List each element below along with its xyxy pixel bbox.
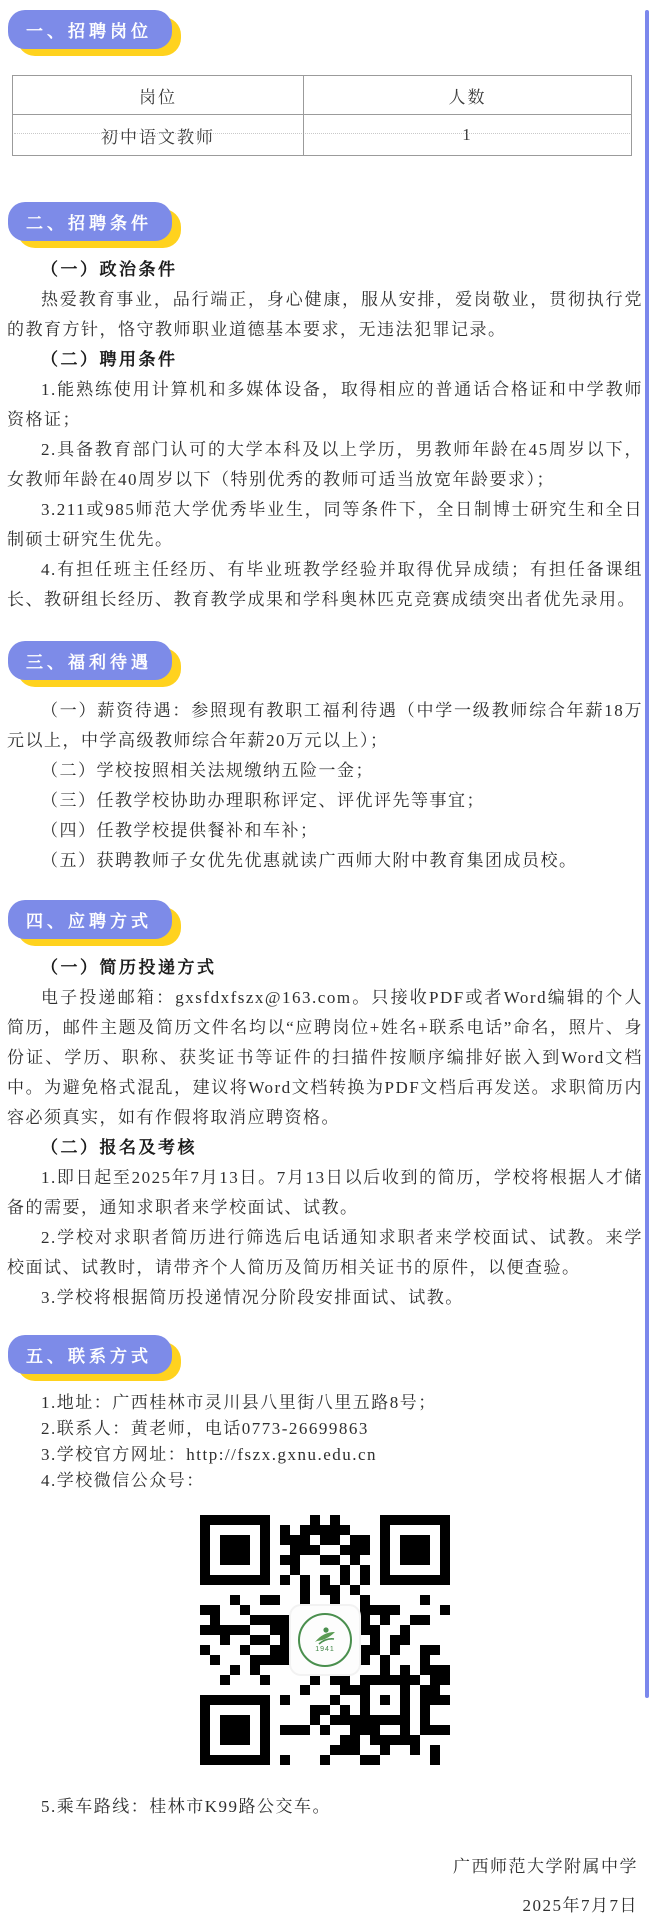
wechat-qr-code [195,1510,455,1770]
requirement-item: 3.211或985师范大学优秀毕业生，同等条件下，全日制博士研究生和全日制硕士研究生优先。 [7,500,643,549]
col-header-headcount: 人数 [303,76,631,115]
qr-center-logo [291,1606,359,1674]
school-emblem-icon [298,1613,352,1667]
scrollbar-thumb[interactable] [645,10,649,1698]
paragraph-resume-email: 电子投递邮箱：gxsfdxfszx@163.com。只接收PDF或者Word编辑的个人简历，邮件主题及简历文件名均以“应聘岗位+姓名+联系电话”命名，照片、身份证、学历、职称、获奖证书等证件的扫描件按顺序编排好嵌入到Word文档中。为避免格式混乱，建议将Word文档转换为PDF文档后再发送。求职简历内容必须真实，如有作假将取消应聘资格。 [7,988,644,1127]
table-header-row [13,76,632,115]
contact-person-phone: 2.联系人：黄老师，电话0773-26699863 [41,1419,369,1438]
section-badge-benefits [8,641,172,680]
badge-label: 五、联系方式 [8,1335,172,1374]
section-badge-application [8,900,172,939]
badge-label: 一、招聘岗位 [8,10,172,49]
paragraph-political-conditions: 热爱教育事业，品行端正，身心健康，服从安排，爱岗敬业，贯彻执行党的教育方针，恪守教师职业道德基本要求，无违法犯罪记录。 [7,290,643,339]
subsection-title-political: （一）政治条件 [41,260,178,279]
cell-headcount: 1 [303,115,631,156]
subsection-title-employment: （二）聘用条件 [41,350,178,369]
emblem-figure-icon [311,1626,339,1646]
positions-table [12,75,632,156]
application-step: 2.学校对求职者简历进行筛选后电话通知求职者来学校面试、试教。来学校面试、试教时，请带齐个人简历及简历相关证书的原件，以便查验。 [7,1228,643,1277]
section-2-content [0,255,650,615]
signature-block [0,1852,650,1916]
section-1-header-row [0,10,650,49]
badge-label: 二、招聘条件 [8,202,172,241]
requirement-item: 4.有担任班主任经历、有毕业班教学经验并取得优异成绩；有担任备课组长、教研组长经历、教育教学成果和学科奥林匹克竞赛成绩突出者优先录用。 [7,560,643,609]
section-5-header-row [0,1335,650,1374]
application-step: 3.学校将根据简历投递情况分阶段安排面试、试教。 [41,1288,464,1307]
section-3-content [0,696,650,876]
section-5-content [0,1390,650,1494]
badge-label: 四、应聘方式 [8,900,172,939]
table-row [13,115,632,156]
bus-route-row [0,1792,650,1822]
subsection-title-registration: （二）报名及考核 [41,1138,197,1157]
contact-address: 1.地址：广西桂林市灵川县八里街八里五路8号； [41,1393,437,1412]
section-2-header-row [0,202,650,241]
requirement-item: 1.能熟练使用计算机和多媒体设备，取得相应的普通话合格证和中学教师资格证； [7,380,643,429]
badge-label: 三、福利待遇 [8,641,172,680]
benefit-item: （三）任教学校协助办理职称评定、评优评先等事宜； [41,791,485,810]
benefit-item: （一）薪资待遇：参照现有教职工福利待遇（中学一级教师综合年薪18万元以上，中学高级教师综合年薪20万元以上）； [7,701,643,750]
section-3-header-row [0,641,650,680]
subsection-title-resume-delivery: （一）简历投递方式 [41,958,217,977]
section-badge-requirements [8,202,172,241]
benefit-item: （二）学校按照相关法规缴纳五险一金； [41,761,374,780]
benefit-item: （四）任教学校提供餐补和车补； [41,821,319,840]
section-badge-recruit-positions [8,10,172,49]
signature-date: 2025年7月7日 [522,1896,638,1915]
section-4-content [0,953,650,1313]
cell-position: 初中语文教师 [13,115,304,156]
recruitment-notice-page [0,10,650,1915]
emblem-year-text: 1941 [315,1646,335,1653]
benefit-item: （五）获聘教师子女优先优惠就读广西师大附中教育集团成员校。 [41,851,578,870]
school-website-url: 3.学校官方网址：http://fszx.gxnu.edu.cn [41,1445,378,1464]
section-badge-contact [8,1335,172,1374]
requirement-item: 2.具备教育部门认可的大学本科及以上学历，男教师年龄在45周岁以下，女教师年龄在40周岁以下（特别优秀的教师可适当放宽年龄要求）； [7,440,643,489]
wechat-account-label: 4.学校微信公众号： [41,1471,205,1490]
col-header-position: 岗位 [13,76,304,115]
application-step: 1.即日起至2025年7月13日。7月13日以后收到的简历，学校将根据人才储备的需要，通知求职者来学校面试、试教。 [7,1168,643,1217]
signature-school-name: 广西师范大学附属中学 [453,1857,638,1876]
section-4-header-row [0,900,650,939]
bus-route-text: 5.乘车路线：桂林市K99路公交车。 [41,1797,332,1816]
